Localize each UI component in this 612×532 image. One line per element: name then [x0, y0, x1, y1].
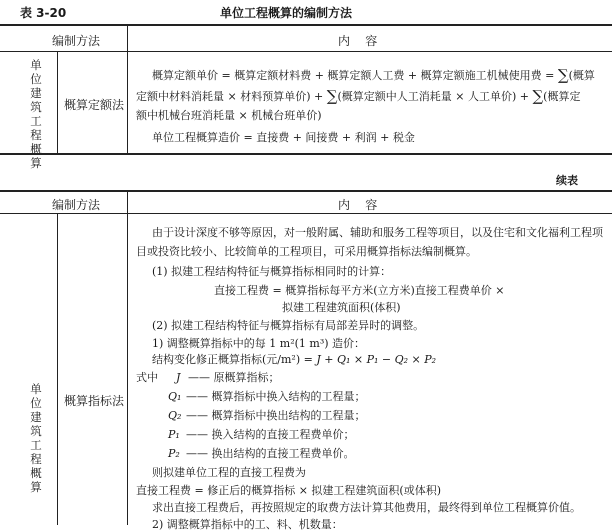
table-title: 单位工程概算的编制方法 [220, 6, 353, 20]
table2-case-2-2: 2) 调整概算指标中的工、料、机数量： [152, 518, 343, 531]
table2-then: 则拟建单位工程的直接工程费为 [152, 466, 306, 479]
def-Q1-symbol: Q₁ [168, 390, 182, 403]
table-number: 表 3-20 [20, 6, 67, 20]
table1-header-method: 编制方法 [52, 34, 101, 48]
table2-case-2: (2) 拟建工程结构特征与概算指标有局部差异时的调整。 [152, 319, 425, 332]
def-Q1-text: —— 概算指标中换入结构的工程量； [186, 390, 366, 403]
table1-method-name: 概算定额法 [64, 98, 125, 112]
table1-line-3: 额中机械台班消耗量 × 机械台班单价) [136, 109, 322, 122]
def-P2-symbol: P₂ [168, 447, 180, 460]
def-P1-symbol: P₁ [168, 428, 180, 441]
table2-para-2: 目或投资比较小、比较简单的工程项目，可采用概算指标法编制概算。 [136, 245, 477, 258]
table2-where-label: 式中 [136, 371, 158, 384]
table2-para-1: 由于设计深度不够等原因，对一般附属、辅助和服务工程等项目，以及住宅和文化福利工程项 [152, 226, 603, 239]
table1-col-divider-2 [127, 24, 128, 153]
table2-header-method: 编制方法 [52, 198, 101, 212]
def-J-symbol: J [176, 371, 181, 384]
table2-header-content: 内 容 [338, 198, 378, 212]
table1-line-1: 概算定额单价 = 概算定额材料费 + 概算定额人工费 + 概算定额施工机械使用费 = ∑(概算 [152, 66, 595, 84]
table2-after: 求出直接工程费后，再按照规定的取费方法计算其他费用，最终得到单位工程概算价值。 [152, 501, 581, 514]
table2-method-name: 概算指标法 [64, 394, 125, 408]
table2-col-divider-1 [57, 213, 58, 525]
sum-symbol: ∑ [532, 87, 544, 105]
table2-formula-1b: 拟建工程建筑面积(体积) [282, 301, 401, 314]
table1-line-4: 单位工程概算造价 = 直接费 + 间接费 + 利润 + 税金 [152, 131, 415, 144]
table2-formula-1: 直接工程费 = 概算指标每平方米(立方米)直接工程费单价 × [214, 284, 505, 297]
def-Q2-text: —— 概算指标中换出结构的工程量； [186, 409, 366, 422]
table2-top-rule [0, 190, 612, 192]
table1-header-content: 内 容 [338, 34, 378, 48]
table2-formula-3: 直接工程费 = 修正后的概算指标 × 拟建工程建筑面积(或体积) [136, 484, 442, 497]
sum-symbol: ∑ [326, 87, 338, 105]
table1-section-label: 单 位 建 筑 工 程 概 算 [30, 58, 42, 170]
sum-symbol: ∑ [557, 66, 569, 84]
def-P1-text: —— 换入结构的直接工程费单价； [186, 428, 355, 441]
table2-col-divider-2 [127, 190, 128, 525]
continued-label: 续表 [556, 174, 578, 187]
table2-header-rule [0, 213, 612, 214]
table1-line-2: 定额中材料消耗量 × 材料预算单价) + ∑(概算定额中人工消耗量 × 人工单价) + ∑(概算定 [136, 87, 581, 105]
table2-section-label: 单 位 建 筑 工 程 概 算 [30, 382, 42, 494]
table2-case-2-1: 1) 调整概算指标中的每 1 m²(1 m³) 造价： [152, 337, 366, 350]
table1-bottom-rule [0, 153, 612, 155]
def-P2-text: —— 换出结构的直接工程费单价。 [186, 447, 355, 460]
table1-header-rule [0, 51, 612, 52]
table1-top-rule [0, 24, 612, 26]
table2-formula-2: 结构变化修正概算指标(元/m²) = J + Q₁ × P₁ − Q₂ × P₂ [152, 353, 437, 366]
def-J-text: —— 原概算指标； [188, 371, 280, 384]
def-Q2-symbol: Q₂ [168, 409, 182, 422]
table1-col-divider-1 [57, 51, 58, 153]
table2-case-1: (1) 拟建工程结构特征与概算指标相同时的计算： [152, 265, 392, 278]
